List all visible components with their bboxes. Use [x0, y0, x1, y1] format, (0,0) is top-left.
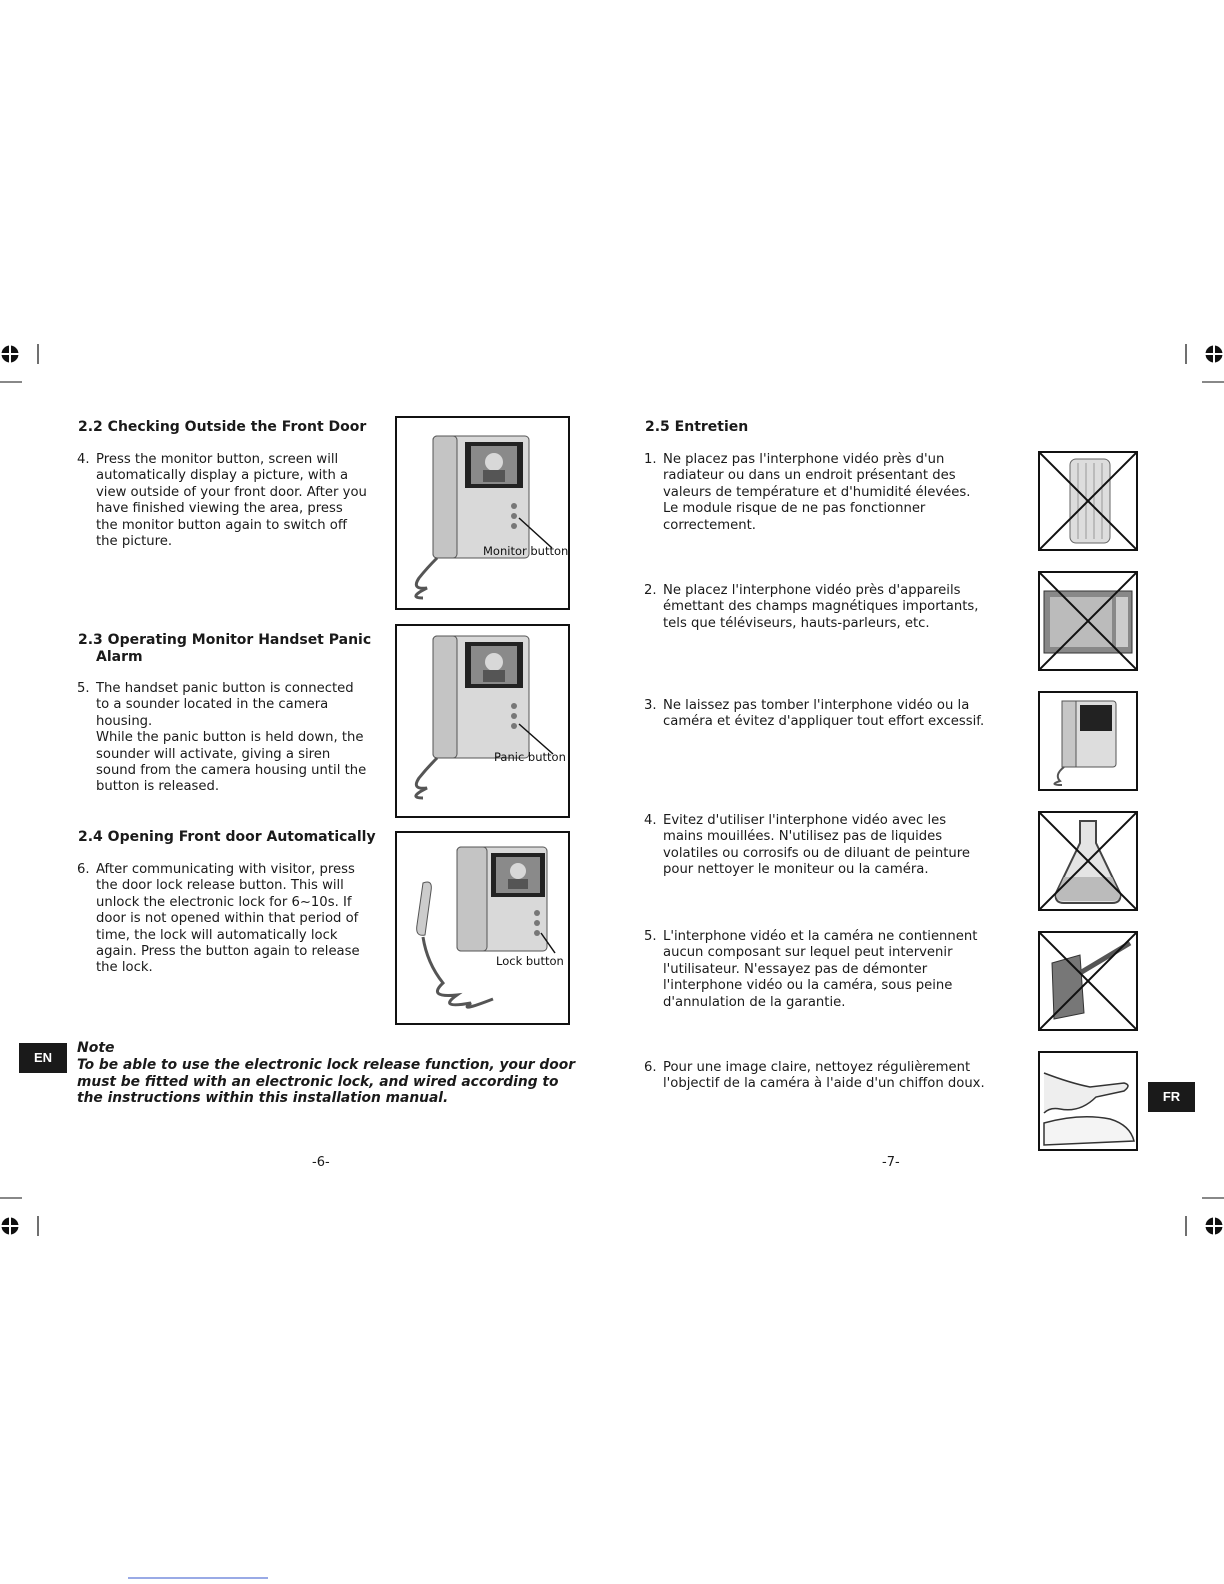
hand-cloth-icon	[1038, 1051, 1138, 1151]
list-item: 5. L'interphone vidéo et la caméra ne contiennent aucun composant sur lequel peut intervenir l'utilisateur. N'essayez pas de démonter l'interphone vidéo ou la caméra, sous peine d'annulation de la garantie.	[644, 929, 978, 1010]
note-title: Note	[77, 1040, 115, 1056]
section-2-3-title-line2: Alarm	[96, 649, 143, 665]
list-item: 1. Ne placez pas l'interphone vidéo près d'un radiateur ou dans un endroit présentant des valeurs de température et d'humidité élevées. Le module risque de ne pas fonctionner correctement.	[644, 452, 971, 533]
list-item: 2. Ne placez l'interphone vidéo près d'appareils émettant des champs magnétiques importants, tels que téléviseurs, hauts-parleurs, etc.	[644, 583, 979, 631]
list-item: 3. Ne laissez pas tomber l'interphone vidéo ou la caméra et évitez d'appliquer tout effort excessif.	[644, 698, 985, 730]
panic-figure	[395, 624, 570, 818]
intercom-icon	[1038, 691, 1138, 791]
section-2-5-title: 2.5 Entretien	[645, 419, 749, 435]
intercom-handset-icon	[397, 833, 568, 1023]
list-item: 4. Press the monitor button, screen will automatically display a picture, with a view outside of your front door. After you have finished viewing the area, press the monitor button again to switch off the picture.	[77, 452, 367, 550]
monitor-figure	[395, 416, 570, 610]
section-2-2-title: 2.2 Checking Outside the Front Door	[78, 419, 367, 435]
section-2-3-title-line1: 2.3 Operating Monitor Handset Panic	[78, 632, 372, 648]
language-tab-fr: FR	[1148, 1082, 1195, 1112]
list-item: 6. Pour une image claire, nettoyez régulièrement l'objectif de la caméra à l'aide d'un chiffon doux.	[644, 1060, 985, 1092]
television-crossed-icon	[1038, 571, 1138, 671]
note-text: To be able to use the electronic lock release function, your door must be fitted with an electronic lock, and wired according to the instructions within this installation manual.	[77, 1057, 576, 1106]
list-item: 6. After communicating with visitor, press the door lock release button. This will unlock the electronic lock for 6~10s. If door is not opened within that period of time, the lock will automatically lock again. Press the button again to release the lock.	[77, 862, 360, 976]
screwdriver-crossed-icon	[1038, 931, 1138, 1031]
flask-crossed-icon	[1038, 811, 1138, 911]
monitor-button-caption: Monitor button	[483, 544, 569, 558]
intercom-monitor-icon	[397, 418, 568, 608]
page-number-left: -6-	[312, 1155, 330, 1170]
lock-button-caption: Lock button	[496, 954, 564, 968]
panic-button-caption: Panic button	[494, 750, 566, 764]
list-item: 4. Evitez d'utiliser l'interphone vidéo avec les mains mouillées. N'utilisez pas de liquides volatiles ou corrosifs ou de diluant de peinture pour nettoyer le moniteur ou la caméra.	[644, 813, 970, 878]
section-2-4-title: 2.4 Opening Front door Automatically	[78, 829, 376, 845]
intercom-monitor-icon	[397, 626, 568, 816]
radiator-crossed-icon	[1038, 451, 1138, 551]
page-number-right: -7-	[882, 1155, 900, 1170]
language-tab-en: EN	[19, 1043, 67, 1073]
list-item: 5. The handset panic button is connected to a sounder located in the camera housing. While the panic button is held down, the sounder will activate, giving a siren sound from the camera housing until the button is released.	[77, 681, 367, 795]
lock-figure	[395, 831, 570, 1025]
